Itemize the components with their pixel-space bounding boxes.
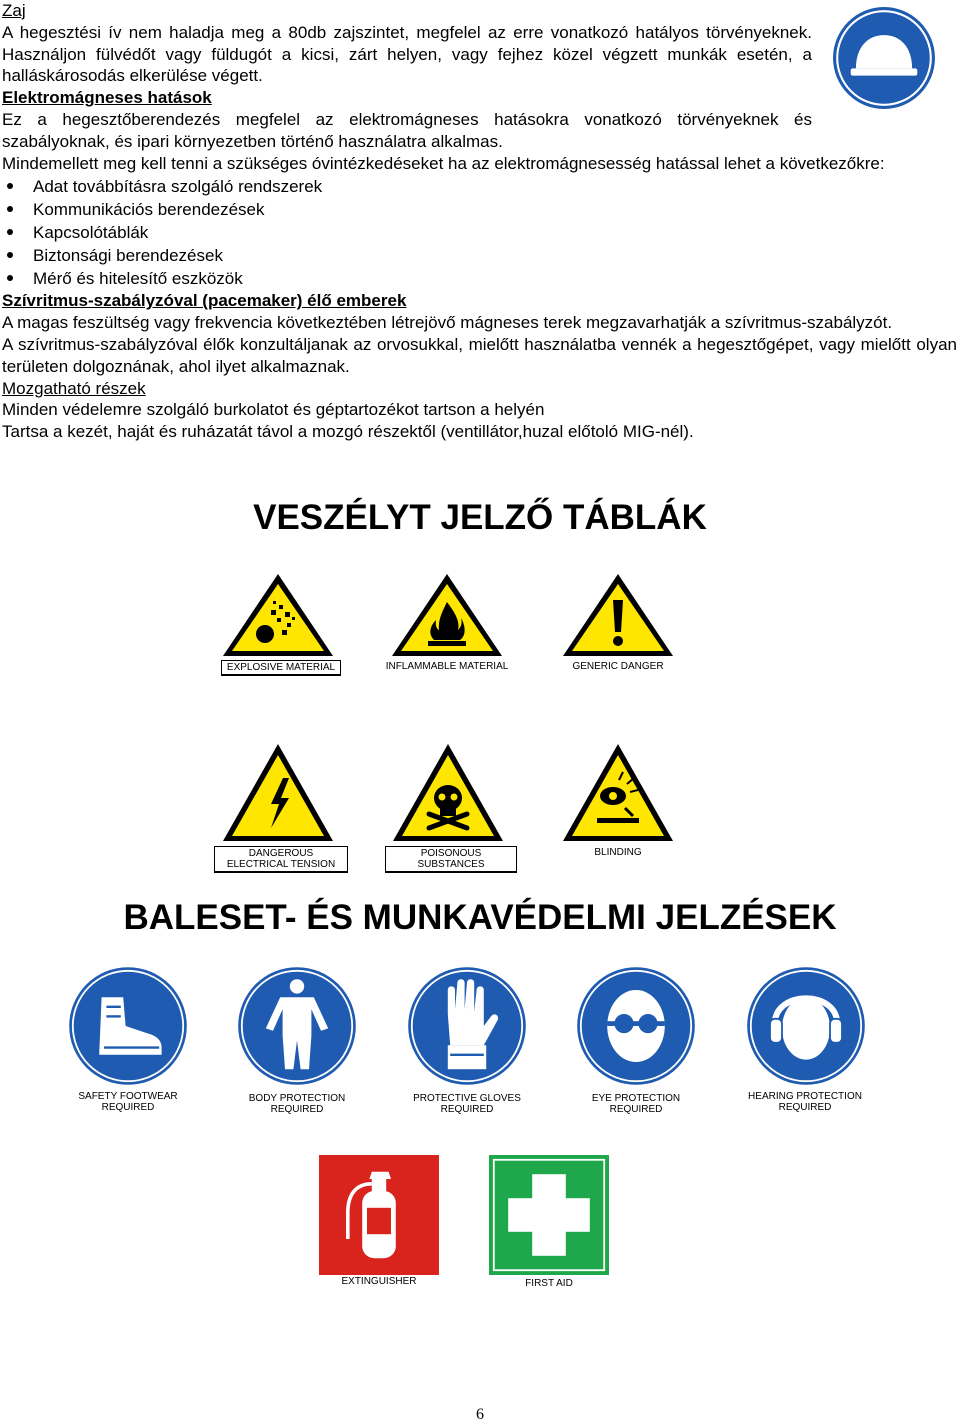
generic-danger-caption: GENERIC DANGER	[572, 661, 664, 672]
hearing-protection-caption: HEARING PROTECTION REQUIRED	[748, 1091, 862, 1113]
helmet-required-icon	[832, 6, 936, 110]
eye-protection-icon	[576, 966, 696, 1086]
bullet-icon	[7, 252, 13, 258]
bullet-icon	[7, 229, 13, 235]
list-item: Kommunikációs berendezések	[2, 198, 957, 221]
list-item: Mérő és hitelesítő eszközök	[2, 267, 957, 290]
explosive-material-icon	[221, 572, 335, 658]
poisonous-substances-caption: POISONOUS SUBSTANCES	[385, 846, 517, 873]
inflammable-material-icon	[390, 572, 504, 658]
generic-danger-icon	[561, 572, 675, 658]
danger-signs-title: VESZÉLYT JELZŐ TÁBLÁK	[253, 498, 707, 537]
protective-gloves-icon	[407, 966, 527, 1086]
list-item: Kapcsolótáblák	[2, 221, 957, 244]
bullet-icon	[7, 183, 13, 189]
electrical-tension-caption: DANGEROUS ELECTRICAL TENSION	[214, 846, 348, 873]
first-aid-caption: FIRST AID	[525, 1278, 573, 1289]
text-block	[2, 0, 957, 443]
electrical-tension-icon	[221, 742, 335, 843]
bullet-icon	[7, 275, 13, 281]
explosive-material-caption: EXPLOSIVE MATERIAL	[221, 660, 341, 676]
pacemaker-paragraph-2: A szívritmus-szabályzóval élők konzultáljanak az orvosukkal, mielőtt használatba vennék a hegesztőgépet, vagy mielőtt olyan területen dolgoznának, ahol ilyet alkalmaznak.	[2, 334, 957, 376]
safety-footwear-caption: SAFETY FOOTWEAR REQUIRED	[78, 1091, 178, 1113]
blinding-caption: BLINDING	[594, 847, 642, 858]
pacemaker-heading: Szívritmus-szabályzóval (pacemaker) élő emberek	[2, 291, 407, 311]
bullet-icon	[7, 206, 13, 212]
blinding-icon	[561, 742, 675, 843]
safety-signs-title: BALESET- ÉS MUNKAVÉDELMI JELZÉSEK	[123, 898, 837, 937]
first-aid-icon	[489, 1155, 609, 1275]
mindemellett-paragraph: Mindemellett meg kell tenni a szükséges óvintézkedéseket ha az elektromágnesesség hatással lehet a következőkre:	[2, 153, 885, 173]
protective-gloves-caption: PROTECTIVE GLOVES REQUIRED	[413, 1093, 521, 1115]
pacemaker-paragraph-1: A magas feszültség vagy frekvencia következtében létrejövő mágneses terek megzavarhatják a szívritmus-szabályzót.	[2, 313, 893, 333]
elektro-heading: Elektromágneses hatások	[2, 88, 212, 108]
mozgathato-heading: Mozgatható részek	[2, 378, 146, 398]
extinguisher-caption: EXTINGUISHER	[341, 1276, 417, 1287]
eye-protection-caption: EYE PROTECTION REQUIRED	[591, 1093, 681, 1115]
extinguisher-icon	[319, 1155, 439, 1275]
safety-footwear-icon	[68, 966, 188, 1086]
zaj-paragraph: A hegesztési ív nem haladja meg a 80db zajszintet, megfelel az erre vonatkozó hatályos törvényeknek. Használjon fülvédőt vagy füldugót a kicsi, zárt helyen, vagy fejhez közel végzett munkák esetén, a halláskárosodás elkerülése végett.	[2, 22, 812, 86]
poisonous-substances-icon	[391, 742, 505, 843]
zaj-heading: Zaj	[2, 1, 26, 20]
body-protection-icon	[237, 966, 357, 1086]
mozgathato-paragraph-1: Minden védelemre szolgáló burkolatot és géptartozékot tartson a helyén	[2, 400, 545, 420]
elektro-paragraph: Ez a hegesztőberendezés megfelel az elektromágneses hatásokra vonatkozó törvényeknek és szabályoknak, és ipari környezetben történő használatra alkalmas.	[2, 109, 812, 151]
hearing-protection-icon	[746, 966, 866, 1086]
list-item: Biztonsági berendezések	[2, 244, 957, 267]
inflammable-material-caption: INFLAMMABLE MATERIAL	[385, 661, 509, 672]
list-item: Adat továbbításra szolgáló rendszerek	[2, 175, 957, 198]
body-protection-caption: BODY PROTECTION REQUIRED	[248, 1093, 346, 1115]
device-list	[2, 175, 957, 290]
page-number: 6	[476, 1406, 484, 1423]
mozgathato-paragraph-2: Tartsa a kezét, haját és ruházatát távol a mozgó részektől (ventillátor,huzal előtoló MIG-nél).	[2, 422, 694, 442]
